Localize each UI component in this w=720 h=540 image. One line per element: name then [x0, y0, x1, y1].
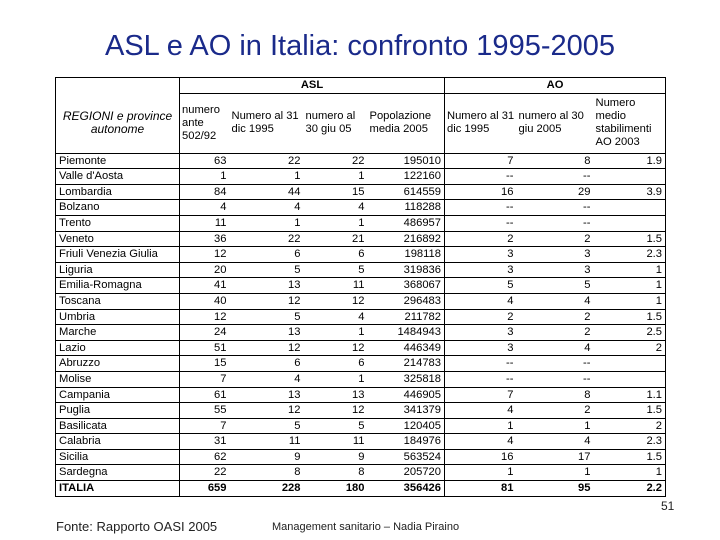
value-cell: 195010 — [368, 153, 445, 169]
table-row — [56, 340, 666, 356]
region-cell: Umbria — [56, 309, 180, 325]
source-note: Fonte: Rapporto OASI 2005 — [56, 519, 218, 534]
value-cell: 2.3 — [594, 434, 666, 450]
region-cell: Basilicata — [56, 418, 180, 434]
value-cell: 2 — [445, 309, 517, 325]
header-numero-ante: numero ante 502/92 — [180, 93, 230, 153]
value-cell: 9 — [230, 449, 304, 465]
value-cell: 3 — [445, 247, 517, 263]
value-cell: 2 — [517, 231, 594, 247]
corner-cell — [56, 78, 180, 94]
value-cell: 1 — [445, 418, 517, 434]
value-cell: 2 — [517, 309, 594, 325]
value-cell: 1 — [594, 262, 666, 278]
value-cell: 11 — [304, 278, 368, 294]
header-ao-1995: Numero al 31 dic 1995 — [445, 93, 517, 153]
table-row — [56, 356, 666, 372]
table-row — [56, 325, 666, 341]
value-cell: 7 — [180, 371, 230, 387]
region-cell: Campania — [56, 387, 180, 403]
value-cell: 659 — [180, 481, 230, 497]
value-cell: 341379 — [368, 403, 445, 419]
value-cell: 13 — [230, 387, 304, 403]
value-cell: 22 — [230, 153, 304, 169]
value-cell: 216892 — [368, 231, 445, 247]
value-cell: 1 — [304, 371, 368, 387]
value-cell: 4 — [445, 403, 517, 419]
header-stabilimenti: Numero medio stabilimenti AO 2003 — [594, 93, 666, 153]
value-cell: 61 — [180, 387, 230, 403]
value-cell: 8 — [304, 465, 368, 481]
value-cell: 3.9 — [594, 184, 666, 200]
value-cell — [594, 169, 666, 185]
value-cell: 4 — [517, 340, 594, 356]
value-cell: 5 — [230, 418, 304, 434]
value-cell: 40 — [180, 293, 230, 309]
value-cell: 1.5 — [594, 403, 666, 419]
value-cell: -- — [445, 356, 517, 372]
region-cell: Marche — [56, 325, 180, 341]
value-cell: 36 — [180, 231, 230, 247]
value-cell: 7 — [180, 418, 230, 434]
value-cell: 12 — [304, 340, 368, 356]
value-cell: 1484943 — [368, 325, 445, 341]
value-cell: 4 — [304, 200, 368, 216]
value-cell: 4 — [445, 434, 517, 450]
table-row — [56, 231, 666, 247]
value-cell: 12 — [180, 247, 230, 263]
value-cell: 13 — [230, 278, 304, 294]
value-cell: 446349 — [368, 340, 445, 356]
value-cell: 12 — [230, 293, 304, 309]
value-cell: 2 — [594, 340, 666, 356]
value-cell: 6 — [230, 356, 304, 372]
value-cell: 3 — [445, 325, 517, 341]
table-row — [56, 465, 666, 481]
value-cell: 198118 — [368, 247, 445, 263]
value-cell: 16 — [445, 184, 517, 200]
value-cell: 9 — [304, 449, 368, 465]
table-row — [56, 278, 666, 294]
value-cell: 29 — [517, 184, 594, 200]
value-cell: 228 — [230, 481, 304, 497]
table-row — [56, 371, 666, 387]
region-cell: Lazio — [56, 340, 180, 356]
value-cell: 1 — [180, 169, 230, 185]
value-cell: 22 — [180, 465, 230, 481]
value-cell: 120405 — [368, 418, 445, 434]
region-cell: Trento — [56, 215, 180, 231]
table-row — [56, 434, 666, 450]
value-cell: 12 — [230, 340, 304, 356]
value-cell: 15 — [304, 184, 368, 200]
table-row — [56, 418, 666, 434]
value-cell: 21 — [304, 231, 368, 247]
value-cell: 205720 — [368, 465, 445, 481]
value-cell: 95 — [517, 481, 594, 497]
value-cell: 8 — [517, 387, 594, 403]
region-cell: Calabria — [56, 434, 180, 450]
table-row — [56, 293, 666, 309]
value-cell — [594, 356, 666, 372]
region-cell: Lombardia — [56, 184, 180, 200]
table-row — [56, 247, 666, 263]
value-cell: 211782 — [368, 309, 445, 325]
value-cell: 41 — [180, 278, 230, 294]
value-cell: 4 — [445, 293, 517, 309]
region-cell: Sardegna — [56, 465, 180, 481]
data-table — [55, 77, 665, 497]
author-note: Management sanitario – Nadia Piraino — [272, 521, 460, 533]
value-cell: 62 — [180, 449, 230, 465]
value-cell: 1.5 — [594, 309, 666, 325]
table-row — [56, 449, 666, 465]
value-cell: -- — [445, 371, 517, 387]
value-cell: 1 — [304, 169, 368, 185]
value-cell: 368067 — [368, 278, 445, 294]
value-cell: 6 — [230, 247, 304, 263]
value-cell: 63 — [180, 153, 230, 169]
value-cell: 2 — [594, 418, 666, 434]
region-cell: Veneto — [56, 231, 180, 247]
value-cell: 16 — [445, 449, 517, 465]
value-cell: 356426 — [368, 481, 445, 497]
table-row — [56, 153, 666, 169]
region-cell: Piemonte — [56, 153, 180, 169]
value-cell: 11 — [304, 434, 368, 450]
value-cell: -- — [517, 200, 594, 216]
value-cell: -- — [517, 371, 594, 387]
value-cell: 22 — [304, 153, 368, 169]
value-cell: 8 — [230, 465, 304, 481]
table-row — [56, 184, 666, 200]
value-cell: 13 — [304, 387, 368, 403]
region-cell: Toscana — [56, 293, 180, 309]
value-cell: 4 — [304, 309, 368, 325]
value-cell: 31 — [180, 434, 230, 450]
table-body — [56, 153, 666, 496]
value-cell: -- — [445, 215, 517, 231]
value-cell: 12 — [230, 403, 304, 419]
value-cell: 1 — [517, 465, 594, 481]
value-cell: 1 — [594, 293, 666, 309]
value-cell: 2.3 — [594, 247, 666, 263]
value-cell: 4 — [230, 200, 304, 216]
value-cell: 214783 — [368, 356, 445, 372]
value-cell: 5 — [230, 262, 304, 278]
table-row — [56, 262, 666, 278]
value-cell: 184976 — [368, 434, 445, 450]
value-cell: 12 — [304, 403, 368, 419]
value-cell: 1.5 — [594, 231, 666, 247]
value-cell: 1 — [594, 465, 666, 481]
value-cell: 1.1 — [594, 387, 666, 403]
value-cell: 22 — [230, 231, 304, 247]
value-cell: 1.9 — [594, 153, 666, 169]
value-cell: 1 — [594, 278, 666, 294]
value-cell: 2 — [517, 403, 594, 419]
value-cell: 4 — [180, 200, 230, 216]
header-asl-2005: numero al 30 giu 05 — [304, 93, 368, 153]
total-row — [56, 481, 666, 497]
region-cell: ITALIA — [56, 481, 180, 497]
value-cell: 1 — [304, 325, 368, 341]
value-cell: 4 — [230, 371, 304, 387]
value-cell: 5 — [445, 278, 517, 294]
region-cell: Bolzano — [56, 200, 180, 216]
value-cell: 81 — [445, 481, 517, 497]
value-cell: 486957 — [368, 215, 445, 231]
value-cell — [594, 200, 666, 216]
header-ao-2005: numero al 30 giu 2005 — [517, 93, 594, 153]
table-row — [56, 169, 666, 185]
region-cell: Liguria — [56, 262, 180, 278]
value-cell: 11 — [230, 434, 304, 450]
value-cell: 5 — [304, 418, 368, 434]
region-cell: Valle d'Aosta — [56, 169, 180, 185]
value-cell: 4 — [517, 434, 594, 450]
value-cell: 2 — [517, 325, 594, 341]
value-cell: 15 — [180, 356, 230, 372]
value-cell: 55 — [180, 403, 230, 419]
value-cell: 446905 — [368, 387, 445, 403]
header-popolazione: Popolazione media 2005 — [368, 93, 445, 153]
value-cell: 5 — [304, 262, 368, 278]
value-cell: 12 — [180, 309, 230, 325]
table-row — [56, 215, 666, 231]
value-cell: 1 — [517, 418, 594, 434]
value-cell: 12 — [304, 293, 368, 309]
value-cell: 3 — [445, 340, 517, 356]
page-number: 51 — [661, 499, 675, 513]
value-cell — [594, 215, 666, 231]
value-cell: 2 — [445, 231, 517, 247]
region-cell: Friuli Venezia Giulia — [56, 247, 180, 263]
value-cell: 7 — [445, 387, 517, 403]
value-cell: 3 — [517, 262, 594, 278]
value-cell: 118288 — [368, 200, 445, 216]
value-cell: 7 — [445, 153, 517, 169]
value-cell: 5 — [517, 278, 594, 294]
table-row — [56, 403, 666, 419]
value-cell: 8 — [517, 153, 594, 169]
page-title: ASL e AO in Italia: confronto 1995-2005 — [105, 30, 615, 62]
value-cell: 2.2 — [594, 481, 666, 497]
region-cell: Emilia-Romagna — [56, 278, 180, 294]
header-asl-1995: Numero al 31 dic 1995 — [230, 93, 304, 153]
value-cell: 84 — [180, 184, 230, 200]
table-row — [56, 387, 666, 403]
value-cell: -- — [445, 169, 517, 185]
group-header-asl: ASL — [180, 78, 445, 94]
value-cell: 1 — [304, 215, 368, 231]
value-cell: 5 — [230, 309, 304, 325]
value-cell: 2.5 — [594, 325, 666, 341]
value-cell: 24 — [180, 325, 230, 341]
table-row — [56, 200, 666, 216]
region-cell: Sicilia — [56, 449, 180, 465]
value-cell: -- — [445, 200, 517, 216]
region-cell: Puglia — [56, 403, 180, 419]
value-cell: 325818 — [368, 371, 445, 387]
value-cell: 1 — [230, 169, 304, 185]
value-cell: 319836 — [368, 262, 445, 278]
region-cell: Molise — [56, 371, 180, 387]
value-cell: 20 — [180, 262, 230, 278]
value-cell: -- — [517, 215, 594, 231]
value-cell: -- — [517, 356, 594, 372]
value-cell: 6 — [304, 247, 368, 263]
value-cell — [594, 371, 666, 387]
value-cell: 3 — [517, 247, 594, 263]
value-cell: 563524 — [368, 449, 445, 465]
value-cell: 122160 — [368, 169, 445, 185]
value-cell: 6 — [304, 356, 368, 372]
value-cell: 1 — [445, 465, 517, 481]
value-cell: 4 — [517, 293, 594, 309]
header-region: REGIONI e province autonome — [56, 93, 180, 153]
value-cell: 17 — [517, 449, 594, 465]
group-header-ao: AO — [445, 78, 666, 94]
region-cell: Abruzzo — [56, 356, 180, 372]
value-cell: 44 — [230, 184, 304, 200]
value-cell: 13 — [230, 325, 304, 341]
value-cell: 51 — [180, 340, 230, 356]
value-cell: -- — [517, 169, 594, 185]
value-cell: 180 — [304, 481, 368, 497]
value-cell: 614559 — [368, 184, 445, 200]
value-cell: 296483 — [368, 293, 445, 309]
value-cell: 3 — [445, 262, 517, 278]
value-cell: 11 — [180, 215, 230, 231]
value-cell: 1 — [230, 215, 304, 231]
value-cell: 1.5 — [594, 449, 666, 465]
table-row — [56, 309, 666, 325]
